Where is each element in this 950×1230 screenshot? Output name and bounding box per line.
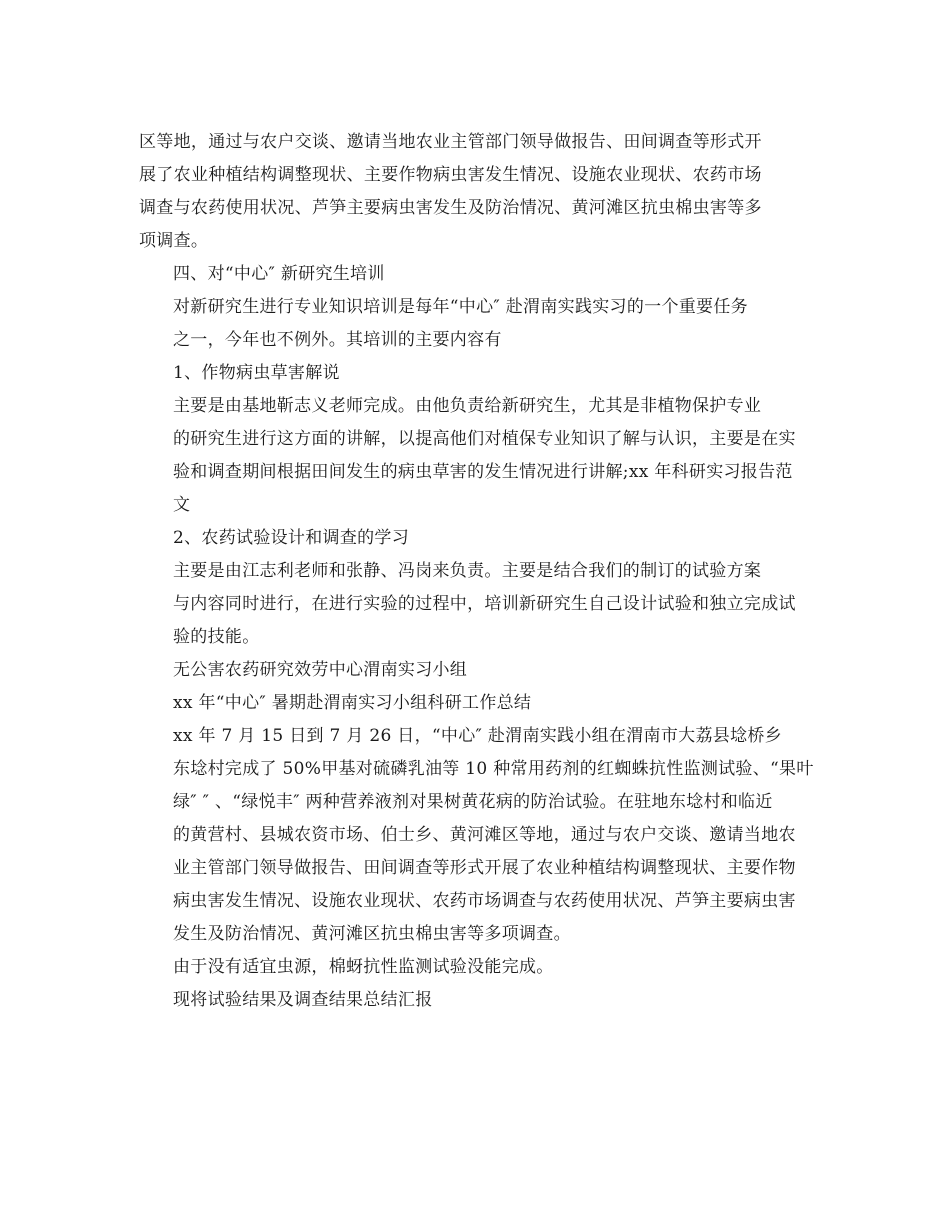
paragraph-line: 文 [173, 495, 191, 515]
paragraph-line: 发生及防治情况、黄河滩区抗虫棉虫害等多项调查。 [173, 924, 571, 944]
document-paragraph [139, 258, 815, 291]
document-paragraph [139, 555, 815, 654]
paragraph-line: 对新研究生进行专业知识培训是每年“中心″ 赴渭南实践实习的一个重要任务 [173, 297, 748, 317]
paragraph-line: 调查与农药使用状况、芦笋主要病虫害发生及防治情况、黄河滩区抗虫棉虫害等多 [139, 198, 762, 218]
paragraph-line: xx 年“中心″ 暑期赴渭南实习小组科研工作总结 [173, 693, 532, 713]
document-paragraph [139, 720, 815, 951]
document-paragraph [139, 357, 815, 390]
document-paragraph [139, 522, 815, 555]
paragraph-line: 验和调查期间根据田间发生的病虫草害的发生情况进行讲解;xx 年科研实习报告范 [173, 462, 793, 482]
document-paragraph [139, 126, 815, 258]
paragraph-line: 的研究生进行这方面的讲解，以提高他们对植保专业知识了解与认识，主要是在实 [173, 429, 796, 449]
paragraph-line: 1、作物病虫草害解说 [173, 363, 340, 383]
paragraph-line: 由于没有适宜虫源，棉蚜抗性监测试验没能完成。 [173, 957, 554, 977]
paragraph-line: 现将试验结果及调查结果总结汇报 [173, 990, 433, 1010]
paragraph-line: 病虫害发生情况、设施农业现状、农药市场调查与农药使用状况、芦笋主要病虫害 [173, 891, 796, 911]
document-paragraph [139, 687, 815, 720]
paragraph-line: 展了农业种植结构调整现状、主要作物病虫害发生情况、设施农业现状、农药市场 [139, 165, 762, 185]
document-paragraph [139, 951, 815, 984]
paragraph-line: 之一，今年也不例外。其培训的主要内容有 [173, 330, 502, 350]
paragraph-line: 验的技能。 [173, 627, 260, 647]
paragraph-line: 的黄营村、县城农资市场、伯士乡、黄河滩区等地，通过与农户交谈、邀请当地农 [173, 825, 796, 845]
paragraph-line: xx 年 7 月 15 日到 7 月 26 日，“中心″ 赴渭南实践小组在渭南市大荔县埝桥乡 [173, 726, 782, 746]
paragraph-line: 2、农药试验设计和调查的学习 [173, 528, 410, 548]
paragraph-line: 与内容同时进行，在进行实验的过程中，培训新研究生自己设计试验和独立完成试 [173, 594, 796, 614]
paragraph-line: 绿″ ″ 、“绿悦丰″ 两种营养液剂对果树黄花病的防治试验。在驻地东埝村和临近 [173, 792, 773, 812]
document-paragraph [139, 291, 815, 357]
paragraph-line: 项调查。 [139, 231, 209, 251]
paragraph-line: 主要是由基地靳志义老师完成。由他负责给新研究生，尤其是非植物保护专业 [173, 396, 762, 416]
paragraph-line: 主要是由江志利老师和张静、冯岗来负责。主要是结合我们的制订的试验方案 [173, 561, 762, 581]
document-paragraph [139, 654, 815, 687]
document-paragraph [139, 390, 815, 522]
paragraph-line: 四、对“中心″ 新研究生培训 [173, 264, 385, 284]
paragraph-line: 东埝村完成了 50%甲基对硫磷乳油等 10 种常用药剂的红蜘蛛抗性监测试验、“果叶 [173, 759, 814, 779]
paragraph-line: 无公害农药研究效劳中心渭南实习小组 [173, 660, 468, 680]
document-body [139, 126, 815, 1017]
paragraph-line: 业主管部门领导做报告、田间调查等形式开展了农业种植结构调整现状、主要作物 [173, 858, 796, 878]
document-paragraph [139, 984, 815, 1017]
paragraph-line: 区等地，通过与农户交谈、邀请当地农业主管部门领导做报告、田间调查等形式开 [139, 132, 762, 152]
